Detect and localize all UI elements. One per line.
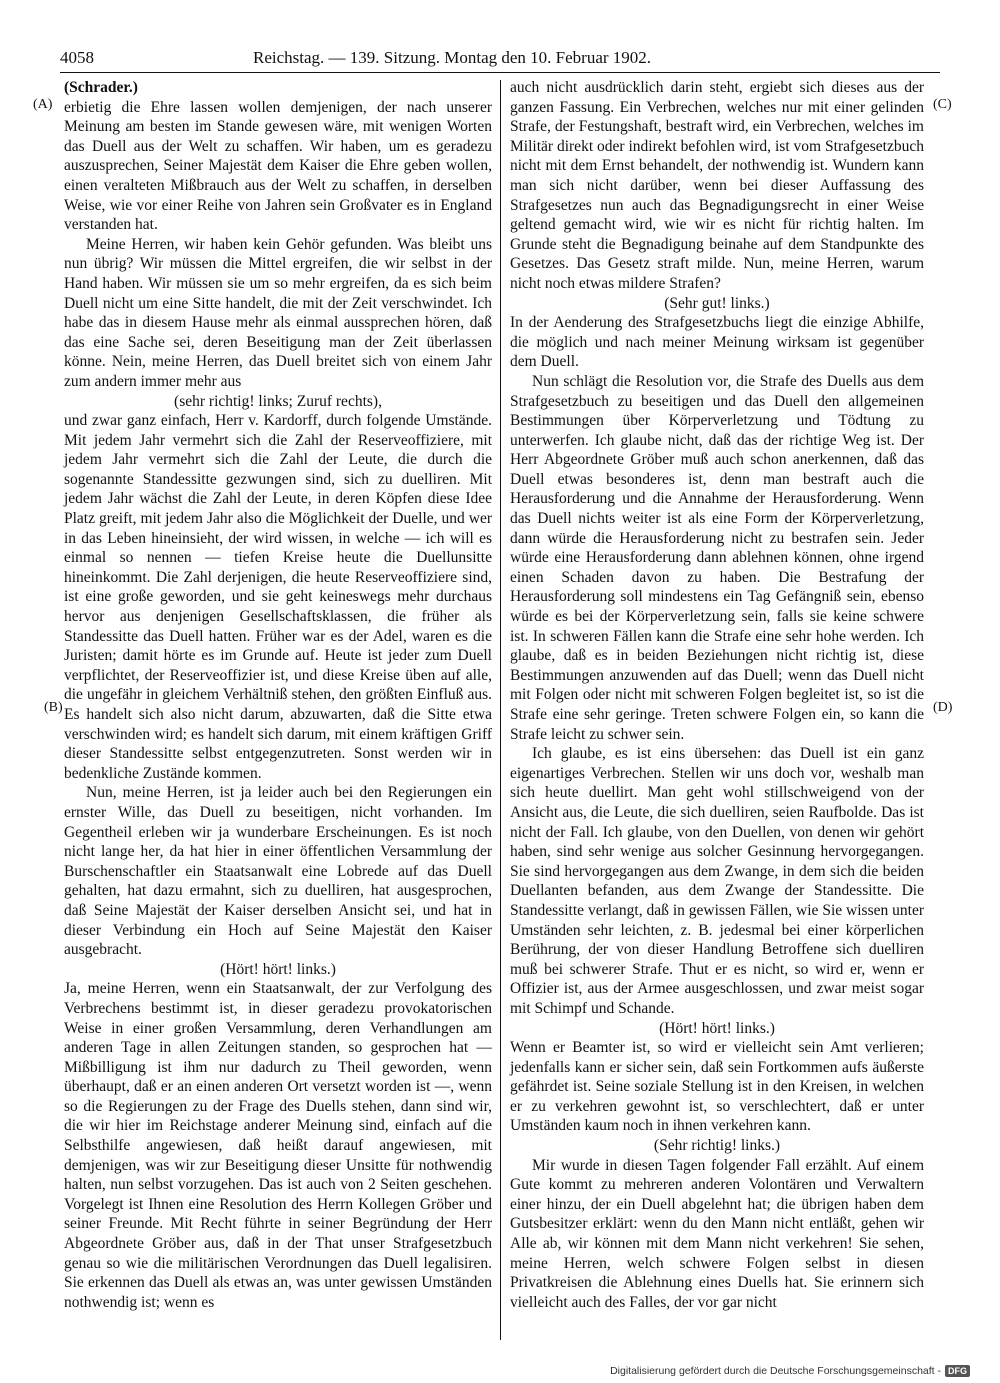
interjection: (Hört! hört! links.)	[659, 1019, 775, 1037]
interjection: (sehr richtig! links; Zuruf rechts),	[174, 392, 382, 410]
margin-mark-b: (B)	[44, 700, 63, 715]
paragraph: Wenn er Beamter ist, so wird er vielleicht sein Amt verlieren; jedenfalls kann er sicher sein, daß sein Fortkommen aufs äußerste gefährdet ist. Seine soziale Stellung ist in den Kreisen, in welchen er zu verkehren gewohnt ist, so verschlechtert, daß er unter Umständen kaum noch in ihnen verkehren kann.	[510, 1039, 924, 1135]
paragraph: Ja, meine Herren, wenn ein Staatsanwalt, der zur Verfolgung des Verbrechens bestimmt ist, in dieser geradezu provokatorischen Weise in einer großen Versammlung, deren Verhandlungen am anderen Tage in allen Zeitungen standen, so gesprochen hat — Mißbilligung ist ihm nur dadurch zu Theil geworden, wenn überhaupt, daß er an einen anderen Ort versetzt worden ist —, wenn so die Regierungen zu der Frage des Duells stehen, dann sind wir, die wir hier im Reichstage anderer Meinung sind, einfach auf die Selbsthilfe angewiesen, daß heißt darauf angewiesen, mit demjenigen, was wir zur Beseitigung dieser Unsitte für nothwendig halten, nun selbst vorzugehen. Das ist auch von 2 Seiten geschehen. Vorgelegt ist Ihnen eine Resolution des Herrn Kollegen Gröber und seiner Freunde. Mit Recht führte in seiner Begründung der Herr Abgeordnete Gröber aus, daß in der That unser Strafgesetzbuch genau so wie die militärischen Verordnungen das Duell legalisiren. Sie erkennen das Duell als etwas an, was unter gewissen Umständen nothwendig ist; wenn es	[64, 980, 492, 1311]
left-column	[64, 78, 492, 1312]
interjection: (Sehr richtig! links.)	[653, 1137, 781, 1155]
margin-mark-d: (D)	[933, 700, 953, 715]
paragraph: Nun schlägt die Resolution vor, die Strafe des Duells aus dem Strafgesetzbuch zu beseitigen und das Duell den allgemeinen Bestimmungen über Körperverletzung und Tödtung zu unterwerfen. Ich glaube nicht, daß das der richtige Weg ist. Der Herr Abgeordnete Gröber muß auch schon anerkennen, daß das Duell etwas besonderes ist, denn man bestraft auch die Herausforderung und die Annahme der Herausforderung. Wenn das Duell nichts weiter ist als eine Form der Körperverletzung, dann würde die Herausforderung nicht zu bestrafen sein. Jeder würde eine Herausforderung dann ablehnen können, ohne irgend einen Schaden davon zu haben. Die Bestrafung der Herausforderung soll mindestens ein Tag Gefängniß sein, ebenso würde es bei der Körperverletzung sein, falls sie keine schwere ist. In schweren Fällen kann die Strafe eine sehr hohe werden. Ich glaube, daß es in beiden Beziehungen nicht richtig ist, diese Bestimmungen anzuwenden auf das Duell; wenn das Duell nicht mit Folgen oder nicht mit schweren Folgen begleitet ist, so ist die Strafe eine sehr geringe. Treten schwere Folgen ein, so kann die Strafe leicht zu schwer sein.	[510, 372, 924, 743]
paragraph: Nun, meine Herren, ist ja leider auch bei den Regierungen ein ernster Wille, das Duell zu beseitigen, nicht vorhanden. Im Gegentheil erleben wir ja wunderbare Erscheinungen. Es ist noch nicht lange her, da hat hier in einer öffentlichen Versammlung der Burschenschaftler ein Staatsanwalt eine Lobrede auf das Duell gehalten, hat dazu ermahnt, sich zu duelliren, hat ausgesprochen, daß Seine Majestät der Kaiser derselben Ansicht sei, und hat in dieser Verbindung ein Hoch auf Seine Majestät den Kaiser ausgebracht.	[64, 784, 492, 959]
margin-mark-a: (A)	[33, 97, 53, 112]
paragraph: Ich glaube, es ist eins übersehen: das Duell ist ein ganz eigenartiges Verbrechen. Stellen wir uns doch vor, weshalb man sich heute duellirt. Man geht wohl stillschweigend von der Ansicht aus, die Leute, die sich duelliren, seien Raufbolde. Das ist nicht der Fall. Ich glaube, von den Duellen, von denen wir gehört haben, sind sehr wenige aus solcher Gesinnung hervorgegangen. Sie sind hervorgegangen aus dem Zwange, in dem sich die beiden Duellanten befanden, aus dem Zwange der Standessitte. Die Standessitte verlangt, daß in gewissen Fällen, wie Sie wissen unter Umständen sehr leichten, z. B. jedesmal bei einer körperlichen Berührung, der von dieser Handlung Betroffene sich duelliren muß bei schwerer Strafe. Thut er es nicht, so wird er, wenn er Offizier ist, aus der Armee ausgeschlossen, und zwar meist sogar mit Schimpf und Schande.	[510, 745, 924, 1017]
running-title: Reichstag. — 139. Sitzung. Montag den 10. Februar 1902.	[253, 48, 652, 67]
dfg-logo-icon: DFG	[945, 1365, 970, 1377]
interjection: (Hört! hört! links.)	[220, 960, 336, 978]
column-divider	[500, 80, 501, 1340]
paragraph: auch nicht ausdrücklich darin steht, ergiebt sich dieses aus der ganzen Fassung. Ein Verbrechen, welches nur mit einer gelinden Strafe, der Festungshaft, bestraft wird, ein Verbrechen, welches im Militär direkt oder indirekt befohlen wird, ist vom Strafgesetzbuch nicht mit dem Ernst behandelt, der nothwendig ist. Wundern kann man sich nicht darüber, wenn bei dieser Auffassung des Strafgesetzes nun auch das Begnadigungsrecht in einer Weise geltend gemacht wird, wie wir es nicht für richtig halten. Im Grunde steht die Begnadigung beinahe auf dem Standpunkte des Gesetzes. Das Gesetz straft milde. Nun, meine Herren, warum nicht noch etwas mildere Strafen?	[510, 79, 924, 292]
footer	[610, 1365, 970, 1377]
margin-mark-c: (C)	[933, 97, 952, 112]
paragraph: Mir wurde in diesen Tagen folgender Fall erzählt. Auf einem Gute kommt zu mehreren anderen Volontären und Verwaltern einer hinzu, der ein Duell abgelehnt hat; die übrigen haben dem Gutsbesitzer erklärt: wenn du den Mann nicht entläßt, gehen wir Alle ab, wir können mit dem Mann nicht verkehren! Sie sehen, meine Herren, welch schwere Folgen selbst in diesen Privatkreisen die Ablehnung eines Duells hat. Sie erinnern sich vielleicht auch des Falles, der vor gar nicht	[510, 1156, 924, 1311]
paragraph: Meine Herren, wir haben kein Gehör gefunden. Was bleibt uns nun übrig? Wir müssen die Mittel ergreifen, die wir selbst in der Hand haben. Wir müssen sie um so mehr ergreifen, da es sich beim Duell nicht um eine Sitte handelt, die mit der Zeit verschwindet. Ich habe das in diesem Hause mehr als einmal aussprechen hören, daß das eine Sache sei, deren Beseitigung man der Zeit überlassen könne. Nein, meine Herren, das Duell breitet sich von einem Jahr zum andern immer mehr aus	[64, 235, 492, 390]
right-column	[510, 78, 924, 1312]
paragraph: und zwar ganz einfach, Herr v. Kardorff, durch folgende Umstände. Mit jedem Jahr vermehrt sich die Zahl der Reserveoffiziere, mit jedem Jahr vermehrt sich die Zahl der Leute, die durch die sogenannte Standessitte gezwungen sind, sich zu duelliren. Mit jedem Jahr wächst die Zahl der Leute, in deren Köpfen diese Idee Platz greift, mit jedem Jahr also die Möglichkeit der Duelle, und wer in das Leben hineinsieht, der wird wissen, in welche — ich will es einmal so nennen — tiefen Kreise heute die Duellunsitte hineinkommt. Die Zahl derjenigen, die heute Reserveoffiziere sind, ist eine große geworden, und sie geht keineswegs mehr durchaus hervor aus denjenigen Gesellschaftsklassen, die früher als Standessitte das Duell hatten. Früher war es der Adel, waren es die Juristen; damit hörte es im Grunde auf. Heute ist jeder zum Duell verpflichtet, der Reserveoffizier ist, und diese Kreise üben auf alle, die ungefähr in gleichem Verhältniß stehen, den größten Einfluß aus. Es handelt sich also nicht darum, abzuwarten, daß die Sitte etwa verschwinden wird; es handelt sich darum, mit einem kräftigen Griff dieser Standessitte selbst entgegenzutreten. Sonst werden wir in bedenkliche Zustände kommen.	[64, 412, 492, 782]
paragraph: In der Aenderung des Strafgesetzbuchs liegt die einzige Abhilfe, die möglich und nach meiner Meinung wirksam ist gegenüber dem Duell.	[510, 314, 924, 371]
footer-text: Digitalisierung gefördert durch die Deutsche Forschungsgemeinschaft -	[610, 1365, 941, 1377]
interjection: (Sehr gut! links.)	[664, 294, 770, 312]
header-rule	[60, 72, 940, 73]
speaker-name: (Schrader.)	[64, 79, 138, 96]
page-header	[60, 48, 940, 72]
page-number: 4058	[60, 48, 94, 67]
paragraph: erbietig die Ehre lassen wollen demjenigen, der nach unserer Meinung am besten im Stande gewesen wäre, mit wenigen Worten das Duell aus der Welt zu schaffen. Wir haben, um es geradezu auszusprechen, Seiner Majestät dem Kaiser die Ehre geben wollen, einen veralteten Mißbrauch aus der Welt zu schaffen, in derselben Weise, wie vor einer Reihe von Jahren sein Großvater es in England verstanden hat.	[64, 98, 492, 234]
